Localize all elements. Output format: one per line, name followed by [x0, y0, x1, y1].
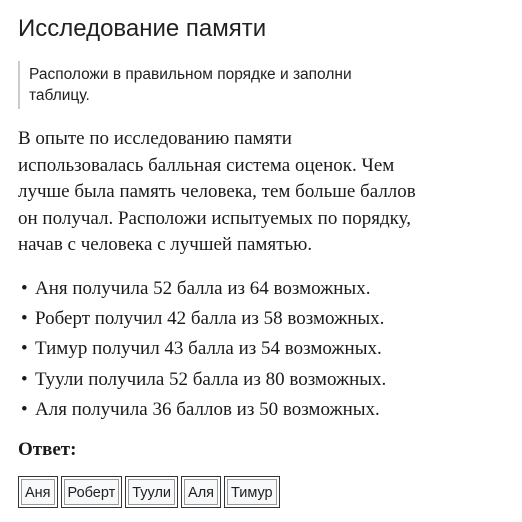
bullet-icon: • — [21, 368, 28, 390]
answer-order-row — [18, 476, 504, 508]
fact-text: Роберт получил 42 балла из 58 возможных. — [35, 307, 385, 329]
bullet-icon: • — [21, 338, 28, 360]
fact-item — [18, 334, 504, 364]
answer-chip-5[interactable]: Тимур — [224, 476, 280, 508]
fact-text: Аля получила 36 баллов из 50 возможных. — [35, 399, 380, 421]
fact-item — [18, 395, 504, 425]
bullet-icon: • — [21, 277, 28, 299]
bullet-icon: • — [21, 307, 28, 329]
fact-item — [18, 365, 504, 395]
fact-text: Туули получила 52 балла из 80 возможных. — [35, 368, 387, 390]
fact-text: Тимур получил 43 балла из 54 возможных. — [35, 338, 382, 360]
fact-item — [18, 274, 504, 304]
fact-item — [18, 304, 504, 334]
answer-chip-2[interactable]: Роберт — [61, 476, 123, 508]
page-title: Исследование памяти — [18, 15, 267, 42]
answer-label: Ответ: — [18, 438, 77, 460]
bullet-icon: • — [21, 399, 28, 421]
fact-text: Аня получила 52 балла из 64 возможных. — [35, 277, 371, 299]
answer-chip-1[interactable]: Аня — [18, 476, 58, 508]
facts-list — [18, 274, 504, 426]
answer-chip-4[interactable]: Аля — [181, 476, 221, 508]
answer-chip-3[interactable]: Туули — [125, 476, 178, 508]
exercise-page — [18, 14, 504, 508]
task-description: В опыте по исследованию памяти использовалась балльная система оценок. Чем лучше была память человека, тем больше баллов он получал. Расположи испытуемых по порядку, начав с человека с лучшей памятью. — [18, 128, 416, 255]
instruction-note: Расположи в правильном порядке и заполни таблицу. — [18, 61, 389, 109]
